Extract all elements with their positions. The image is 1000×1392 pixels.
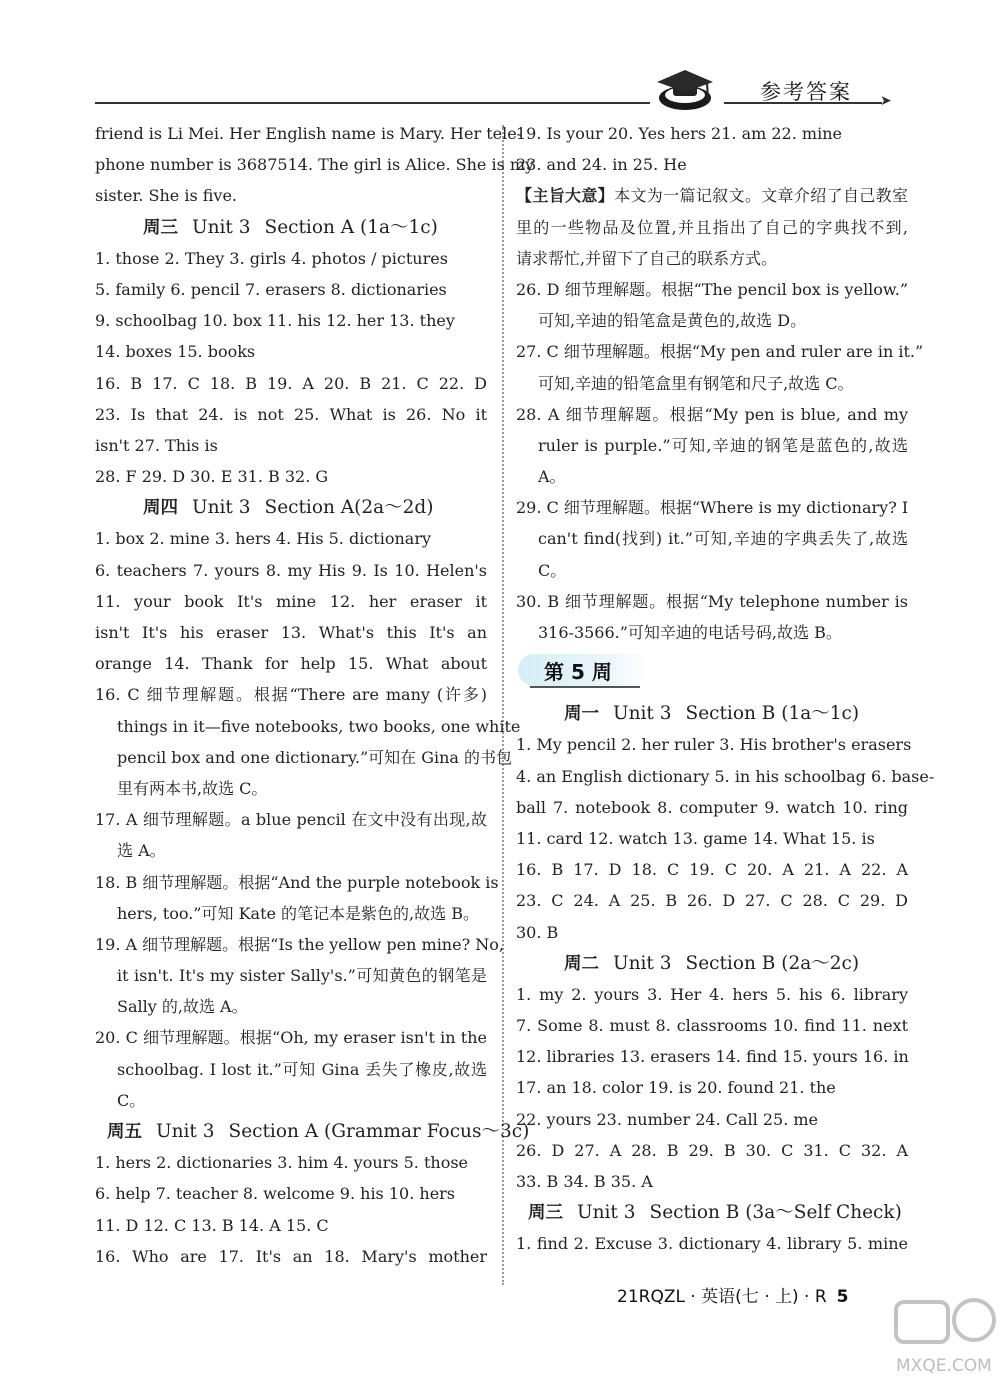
answer-line: 23. Is that 24. is not 25. What is 26. No it	[95, 404, 487, 424]
header-rule-left	[95, 102, 650, 104]
answer-line: 20. C 细节理解题。根据“Oh, my eraser isn't in the	[95, 1028, 487, 1048]
answer-line: 16. B 17. C 18. B 19. A 20. B 21. C 22. D	[95, 373, 487, 393]
heading-section: Section B (2a～2c)	[685, 952, 860, 974]
answer-line: 11. card 12. watch 13. game 14. What 15. is	[516, 828, 875, 848]
answer-line: ball 7. notebook 8. computer 9. watch 10. ring	[516, 797, 908, 817]
answer-line: 17. an 18. color 19. is 20. found 21. the	[516, 1078, 836, 1098]
heading-day: 周五	[107, 1122, 142, 1142]
answer-line: 316-3566.”可知辛迪的电话号码,故选 B。	[538, 623, 842, 642]
heading-unit: Unit 3	[192, 497, 251, 519]
week-banner	[516, 650, 908, 690]
answer-line: 9. schoolbag 10. box 11. his 12. her 13. they	[95, 311, 455, 331]
answer-line: 可知,辛迪的铅笔盒里有钢笔和尺子,故选 C。	[538, 373, 854, 393]
answer-line: 4. an English dictionary 5. in his schoolbag 6. base-	[516, 766, 935, 786]
section-heading	[516, 698, 908, 729]
heading-unit: Unit 3	[577, 1202, 636, 1224]
answer-line: 可知,辛迪的铅笔盒是黄色的,故选 D。	[538, 311, 807, 331]
graduation-cap-icon	[655, 68, 715, 112]
answer-line: 5. family 6. pencil 7. erasers 8. dictionaries	[95, 279, 447, 299]
answer-line: 选 A。	[117, 841, 166, 861]
answer-line: 22. yours 23. number 24. Call 25. me	[516, 1109, 819, 1129]
answer-line: Sally 的,故选 A。	[117, 997, 248, 1017]
answer-line: 18. B 细节理解题。根据“And the purple notebook is	[95, 872, 499, 892]
watermark-logo-icon	[892, 1290, 997, 1356]
right-column	[516, 118, 935, 1260]
heading-day: 周二	[564, 953, 599, 974]
answer-line: 28. A 细节理解题。根据“My pen is blue, and my	[516, 404, 908, 424]
answer-line: 26. D 27. A 28. B 29. B 30. C 31. C 32. A	[516, 1140, 908, 1160]
answer-line: 1. find 2. Excuse 3. dictionary 4. library 5. mine	[516, 1234, 908, 1254]
answer-line: 1. my 2. yours 3. Her 4. hers 5. his 6. library	[516, 984, 908, 1004]
answer-line: 11. your book It's mine 12. her eraser it	[95, 591, 487, 611]
heading-day: 周一	[564, 704, 599, 725]
answer-line: 27. C 细节理解题。根据“My pen and ruler are in it.”	[516, 342, 924, 362]
answer-line: can't find(找到) it.”可知,辛迪的字典丢失了,故选	[538, 529, 908, 549]
answer-line: C。	[538, 560, 567, 580]
answer-line: orange 14. Thank for help 15. What about	[95, 654, 487, 674]
answer-line: 里的一些物品及位置,并且指出了自己的字典找不到,	[516, 217, 908, 237]
answer-line: 23. C 24. A 25. B 26. D 27. C 28. C 29. D	[516, 891, 908, 911]
week-banner-underline	[530, 686, 640, 688]
answer-line: 16. Who are 17. It's an 18. Mary's mother	[95, 1246, 487, 1266]
heading-section: Section A(2a～2d)	[264, 497, 434, 519]
page-number: 5	[836, 1287, 849, 1307]
answer-line: 11. D 12. C 13. B 14. A 15. C	[95, 1215, 329, 1235]
answer-line: 23. and 24. in 25. He	[516, 155, 687, 175]
section-heading	[95, 212, 487, 243]
answer-line: 29. C 细节理解题。根据“Where is my dictionary? I	[516, 498, 909, 518]
section-heading	[516, 948, 908, 979]
heading-unit: Unit 3	[613, 703, 672, 725]
summary-tag: 【主旨大意】	[516, 186, 615, 206]
week-title: 第 5 周	[544, 660, 612, 685]
header-title: 参考答案	[760, 80, 852, 104]
answer-line: isn't 27. This is	[95, 435, 218, 455]
answer-line: 16. C 细节理解题。根据“There are many (许多)	[95, 685, 487, 705]
answer-line: 19. A 细节理解题。根据“Is the yellow pen mine? No,	[95, 934, 504, 954]
page-footer	[617, 1282, 849, 1307]
answer-line: 33. B 34. B 35. A	[516, 1172, 653, 1191]
section-heading	[516, 1197, 908, 1228]
answer-line: 14. boxes 15. books	[95, 342, 256, 362]
answer-line: hers, too.”可知 Kate 的笔记本是紫色的,故选 B。	[117, 903, 479, 923]
heading-unit: Unit 3	[156, 1121, 215, 1142]
answer-line: friend is Li Mei. Her English name is Mary. Her tele-	[95, 124, 523, 143]
arrow-right-icon: ➤	[880, 93, 892, 109]
answer-line: 1. box 2. mine 3. hers 4. His 5. dictionary	[95, 529, 432, 549]
answer-line: A。	[538, 467, 566, 487]
answer-line: isn't It's his eraser 13. What's this It's an	[95, 623, 487, 642]
answer-line: 7. Some 8. must 8. classrooms 10. find 11. next	[516, 1016, 908, 1036]
heading-unit: Unit 3	[613, 952, 672, 974]
answer-line: 28. F 29. D 30. E 31. B 32. G	[95, 467, 329, 487]
footer-code: 21RQZL · 英语(七 · 上) · R	[617, 1287, 827, 1307]
answer-line: ruler is purple.”可知,辛迪的钢笔是蓝色的,故选	[538, 435, 908, 455]
answer-line: sister. She is five.	[95, 186, 237, 206]
answer-line: pencil box and one dictionary.”可知在 Gina 的书包	[117, 747, 513, 767]
answer-line: phone number is 3687514. The girl is Alice. She is my	[95, 155, 535, 175]
heading-day: 周三	[528, 1203, 563, 1224]
heading-section: Section B (1a～1c)	[685, 703, 860, 725]
answer-line: 17. A 细节理解题。a blue pencil 在文中没有出现,故	[95, 810, 487, 830]
answer-line: 16. B 17. D 18. C 19. C 20. A 21. A 22. A	[516, 860, 908, 880]
answer-line: things in it—five notebooks, two books, one white	[117, 716, 521, 736]
answer-line: 1. those 2. They 3. girls 4. photos / pictures	[95, 248, 448, 268]
answer-line: 请求帮忙,并留下了自己的联系方式。	[516, 248, 778, 268]
heading-unit: Unit 3	[192, 216, 251, 238]
summary-text: 本文为一篇记叙文。文章介绍了自己教室	[614, 186, 908, 206]
answer-line: 30. B	[516, 922, 559, 942]
page-header	[0, 60, 1000, 110]
heading-day: 周四	[143, 498, 178, 519]
answer-line: C。	[117, 1090, 146, 1110]
answer-line: it isn't. It's my sister Sally's.”可知黄色的钢笔是	[117, 966, 487, 986]
answer-line: 6. teachers 7. yours 8. my His 9. Is 10. Helen's	[95, 560, 487, 580]
watermark-text: MXQE.COM	[896, 1356, 992, 1376]
answer-line: 1. My pencil 2. her ruler 3. His brother's erasers	[516, 735, 912, 755]
heading-day: 周三	[143, 217, 178, 238]
heading-section: Section B (3a～Self Check)	[649, 1202, 902, 1224]
answer-line: schoolbag. I lost it.”可知 Gina 丢失了橡皮,故选	[117, 1059, 487, 1079]
answer-line: 30. B 细节理解题。根据“My telephone number is	[516, 591, 908, 611]
answer-line: 里有两本书,故选 C。	[117, 778, 268, 798]
answer-line: 6. help 7. teacher 8. welcome 9. his 10. hers	[95, 1184, 456, 1204]
left-column	[95, 118, 535, 1272]
summary-line	[516, 180, 908, 211]
column-divider	[502, 125, 504, 1285]
heading-section: Section A (1a～1c)	[264, 216, 438, 238]
heading-section: Section A (Grammar Focus～3c)	[228, 1121, 530, 1142]
watermark	[892, 1290, 997, 1390]
section-heading	[95, 492, 487, 523]
answer-line: 26. D 细节理解题。根据“The pencil box is yellow.”	[516, 279, 908, 299]
section-heading	[95, 1116, 530, 1147]
answer-line: 12. libraries 13. erasers 14. find 15. yours 16. in	[516, 1047, 909, 1067]
answer-line: 1. hers 2. dictionaries 3. him 4. yours 5. those	[95, 1153, 468, 1173]
answer-line: 19. Is your 20. Yes hers 21. am 22. mine	[516, 124, 842, 143]
